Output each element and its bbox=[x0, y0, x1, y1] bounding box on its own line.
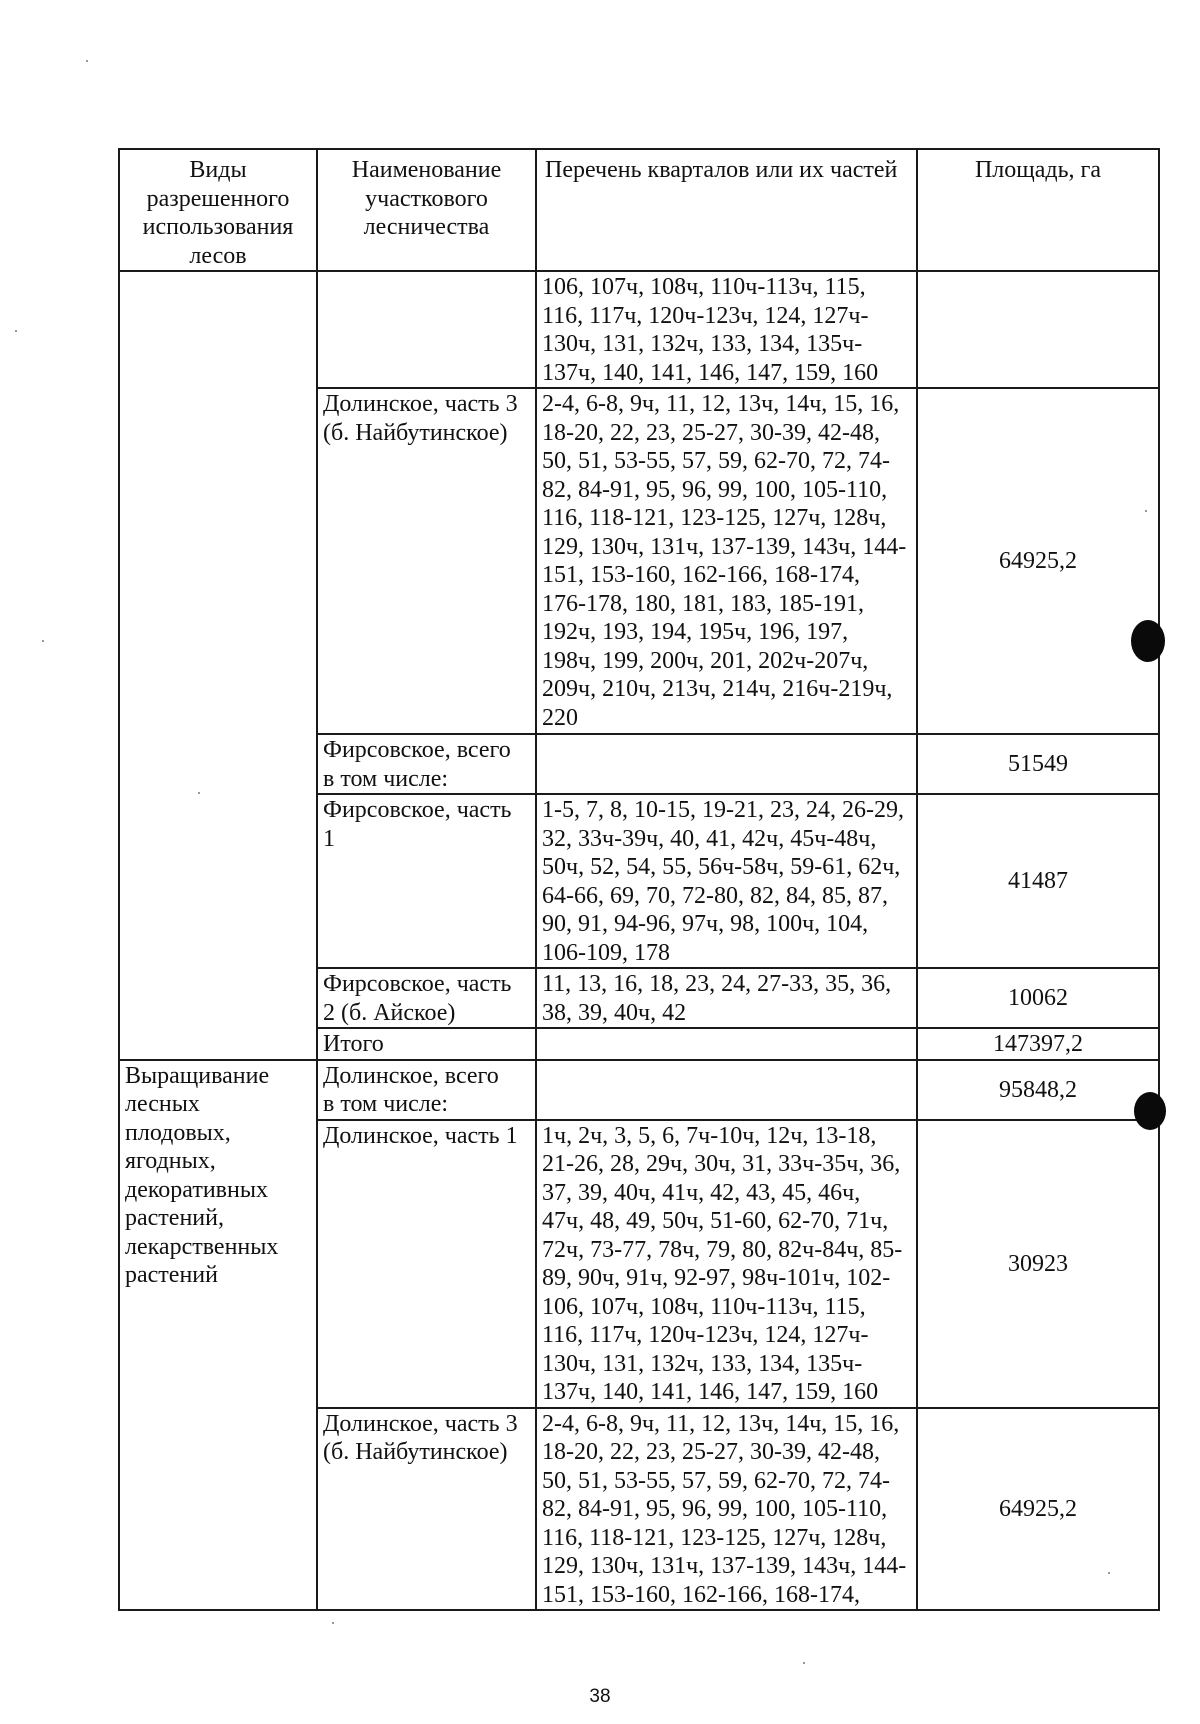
forest-use-table bbox=[118, 148, 1160, 1611]
area-cell: 10062 bbox=[917, 968, 1159, 1028]
table-row bbox=[119, 1060, 1159, 1120]
area-cell: 95848,2 bbox=[917, 1060, 1159, 1120]
area-cell: 30923 bbox=[917, 1120, 1159, 1408]
scan-speck bbox=[15, 330, 17, 332]
quarters-cell: 2-4, 6-8, 9ч, 11, 12, 13ч, 14ч, 15, 16, 18-20, 22, 23, 25-27, 30-39, 42-48, 50, 51, 53-55, 57, 59, 62-70, 72, 74- 82, 84-91, 95, 96, 99, 100, 105-110, 116, 118-121, 123-125, 127ч, 128ч, 129, 130ч, 131ч, 137-139, 143ч, 144- 151, 153-160, 162-166, 168-174, bbox=[536, 1408, 917, 1611]
area-cell bbox=[917, 271, 1159, 388]
area-cell: 41487 bbox=[917, 794, 1159, 968]
header-use-type: Виды разрешенного использования лесов bbox=[119, 149, 317, 271]
forestry-cell: Фирсовское, часть 1 bbox=[317, 794, 536, 968]
quarters-cell: 11, 13, 16, 18, 23, 24, 27-33, 35, 36, 38, 39, 40ч, 42 bbox=[536, 968, 917, 1028]
use-type-cell bbox=[119, 271, 317, 1060]
ink-blot bbox=[1134, 1092, 1166, 1130]
forestry-cell: Долинское, часть 3 (б. Найбутинское) bbox=[317, 388, 536, 734]
quarters-cell bbox=[536, 1028, 917, 1060]
quarters-cell bbox=[536, 734, 917, 794]
forestry-cell: Долинское, часть 1 bbox=[317, 1120, 536, 1408]
scan-speck bbox=[42, 640, 44, 642]
table-header-row bbox=[119, 149, 1159, 271]
area-cell: 64925,2 bbox=[917, 388, 1159, 734]
scan-speck bbox=[86, 60, 88, 62]
area-cell: 147397,2 bbox=[917, 1028, 1159, 1060]
forestry-cell: Фирсовское, всего в том числе: bbox=[317, 734, 536, 794]
use-type-cell: Выращивание лесных плодовых, ягодных, декоративных растений, лекарственных растений bbox=[119, 1060, 317, 1611]
forestry-cell: Долинское, всего в том числе: bbox=[317, 1060, 536, 1120]
area-cell: 64925,2 bbox=[917, 1408, 1159, 1611]
scan-speck bbox=[1108, 1572, 1110, 1574]
quarters-cell bbox=[536, 1060, 917, 1120]
page-number: 38 bbox=[589, 1686, 611, 1707]
quarters-cell: 2-4, 6-8, 9ч, 11, 12, 13ч, 14ч, 15, 16, 18-20, 22, 23, 25-27, 30-39, 42-48, 50, 51, 53-55, 57, 59, 62-70, 72, 74- 82, 84-91, 95, 96, 99, 100, 105-110, 116, 118-121, 123-125, 127ч, 128ч, 129, 130ч, 131ч, 137-139, 143ч, 144- 151, 153-160, 162-166, 168-174, 176-178, 180, 181, 183, 185-191, 192ч, 193, 194, 195ч, 196, 197, 198ч, 199, 200ч, 201, 202ч-207ч, 209ч, 210ч, 213ч, 214ч, 216ч-219ч, 220 bbox=[536, 388, 917, 734]
scan-speck bbox=[1145, 510, 1147, 512]
quarters-cell: 1-5, 7, 8, 10-15, 19-21, 23, 24, 26-29, 32, 33ч-39ч, 40, 41, 42ч, 45ч-48ч, 50ч, 52, 54, 55, 56ч-58ч, 59-61, 62ч, 64-66, 69, 70, 72-80, 82, 84, 85, 87, 90, 91, 94-96, 97ч, 98, 100ч, 104, 106-109, 178 bbox=[536, 794, 917, 968]
table-row bbox=[119, 271, 1159, 388]
forestry-cell: Долинское, часть 3 (б. Найбутинское) bbox=[317, 1408, 536, 1611]
scan-speck bbox=[198, 792, 200, 794]
forestry-cell bbox=[317, 271, 536, 388]
scan-speck bbox=[332, 1622, 334, 1624]
area-cell: 51549 bbox=[917, 734, 1159, 794]
ink-blot bbox=[1131, 620, 1165, 662]
header-forestry-name: Наименование участкового лесничества bbox=[317, 149, 536, 271]
header-area: Площадь, га bbox=[917, 149, 1159, 271]
quarters-cell: 1ч, 2ч, 3, 5, 6, 7ч-10ч, 12ч, 13-18, 21-26, 28, 29ч, 30ч, 31, 33ч-35ч, 36, 37, 39, 40ч, 41ч, 42, 43, 45, 46ч, 47ч, 48, 49, 50ч, 51-60, 62-70, 71ч, 72ч, 73-77, 78ч, 79, 80, 82ч-84ч, 85- 89, 90ч, 91ч, 92-97, 98ч-101ч, 102- 106, 107ч, 108ч, 110ч-113ч, 115, 116, 117ч, 120ч-123ч, 124, 127ч- 130ч, 131, 132ч, 133, 134, 135ч- 137ч, 140, 141, 146, 147, 159, 160 bbox=[536, 1120, 917, 1408]
quarters-cell: 106, 107ч, 108ч, 110ч-113ч, 115, 116, 117ч, 120ч-123ч, 124, 127ч- 130ч, 131, 132ч, 133, 134, 135ч- 137ч, 140, 141, 146, 147, 159, 160 bbox=[536, 271, 917, 388]
header-quarters-list: Перечень кварталов или их частей bbox=[536, 149, 917, 271]
scan-speck bbox=[803, 1662, 805, 1664]
forestry-cell: Фирсовское, часть 2 (б. Айское) bbox=[317, 968, 536, 1028]
forestry-cell: Итого bbox=[317, 1028, 536, 1060]
